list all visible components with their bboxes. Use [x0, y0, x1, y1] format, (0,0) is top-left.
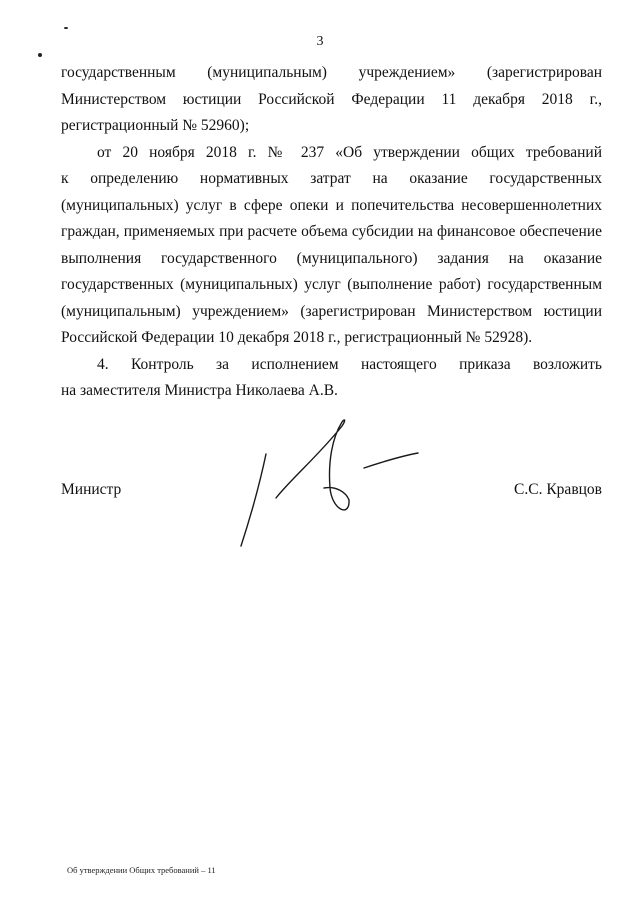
scan-mark-top [64, 27, 68, 29]
body-line: 4. Контроль за исполнением настоящего приказа возложить [97, 355, 602, 373]
body-line: (муниципальным) учреждением» (зарегистрирован Министерством юстиции [61, 302, 602, 320]
body-line: государственным (муниципальным) учреждением» (зарегистрирован [61, 64, 602, 81]
body-line: государственных (муниципальных) услуг (выполнение работ) государственным [61, 276, 602, 293]
body-line: (муниципальных) услуг в сфере опеки и попечительства несовершеннолетних [61, 196, 602, 214]
handwritten-signature [232, 418, 432, 553]
footer-note: Об утверждении Общих требований – 11 [67, 865, 216, 875]
signatory-title: Министр [61, 481, 122, 498]
signatory-name: С.С. Кравцов [514, 481, 602, 498]
body-line: выполнения государственного (муниципального) задания на оказание [61, 249, 602, 267]
document-body [61, 60, 602, 405]
body-line: регистрационный № 52960); [61, 117, 250, 134]
body-line: от 20 ноября 2018 г. № 237 «Об утверждении общих требований [97, 143, 602, 161]
body-line: к определению нормативных затрат на оказание государственных [61, 170, 602, 187]
page-number: 3 [316, 34, 324, 49]
body-line: Министерством юстиции Российской Федерации 11 декабря 2018 г., [61, 90, 602, 108]
body-line: граждан, применяемых при расчете объема субсидии на финансовое обеспечение [61, 223, 602, 240]
scan-mark-left [38, 53, 42, 57]
body-line: на заместителя Министра Николаева А.В. [61, 382, 338, 399]
body-line: Российской Федерации 10 декабря 2018 г., регистрационный № 52928). [61, 329, 533, 346]
